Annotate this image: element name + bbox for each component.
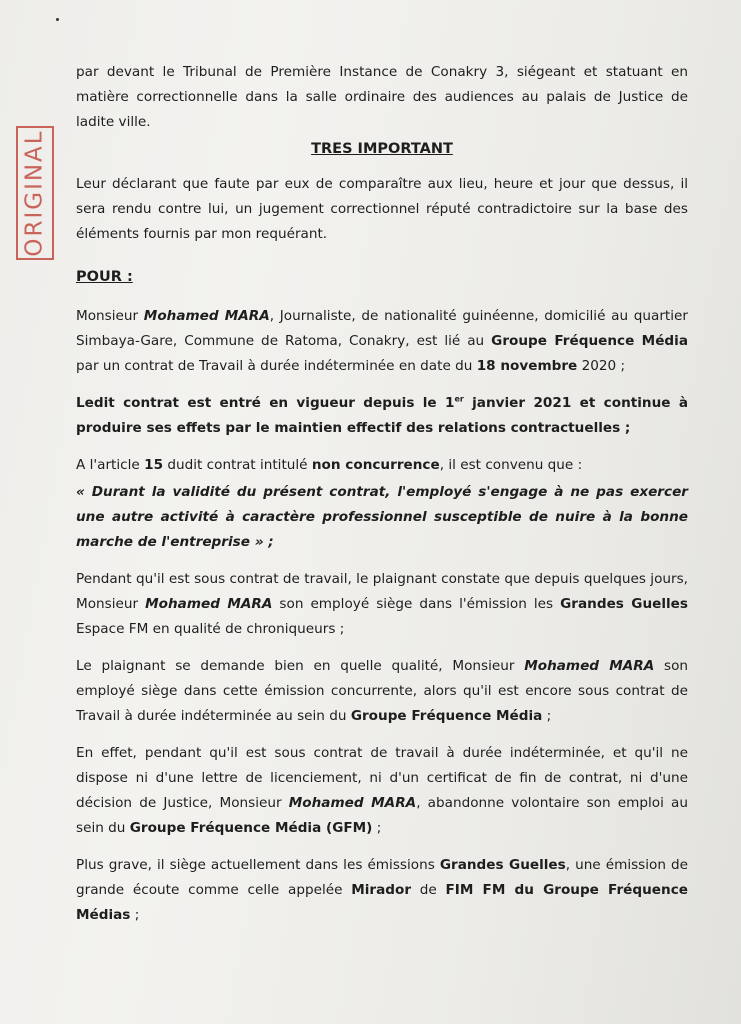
paragraph-effect-2 — [76, 741, 688, 841]
text-span: Le plaignant se demande bien en quelle qualité, Monsieur — [76, 658, 525, 674]
paragraph-contract — [76, 304, 688, 379]
text-span: Pendant qu'il est sous contrat de travail, le plaignant constate que depuis quelques jours, Monsieur — [76, 571, 688, 612]
paragraph-effect — [76, 391, 688, 441]
program-name: Mirador — [351, 882, 412, 898]
text-span: de — [411, 882, 446, 898]
person-name: Mohamed MARA — [524, 658, 655, 674]
pour-heading: POUR : — [76, 269, 133, 285]
text-span: , une émission de grande écoute comme celle appelée — [76, 857, 688, 898]
text-span: Plus grave, il siège actuellement dans les émissions — [76, 857, 440, 873]
text-span: ; — [542, 708, 552, 724]
intro-paragraph: par devant le Tribunal de Première Instance de Conakry 3, siégeant et statuant en matière correctionnelle dans la salle ordinaire des audiences au palais de Justice de ladite ville. — [76, 64, 688, 130]
paragraph-complaint — [76, 567, 688, 642]
important-heading: TRES IMPORTANT — [311, 141, 453, 157]
paragraph-question — [76, 654, 688, 729]
quote-paragraph — [76, 480, 688, 555]
text-span: son employé siège dans cette émission concurrente, alors qu'il est encore sous contrat de Travail à durée indéterminée au sein du — [76, 658, 688, 724]
text-span: A l'article — [76, 457, 145, 473]
text-span: janvier 2021 et continue à produire ses effets par le maintien effectif des relations contractuelles ; — [76, 395, 688, 436]
ordinal-suffix: er — [454, 394, 464, 404]
text-span: 2020 ; — [577, 358, 626, 374]
contract-date: 18 novembre — [476, 358, 578, 374]
paragraph-grave — [76, 853, 688, 928]
text-span: Monsieur — [76, 308, 144, 324]
company-name: Groupe Fréquence Média — [350, 708, 543, 724]
text-span: En effet, pendant qu'il est sous contrat de travail à durée indéterminée, et qu'il ne dispose ni d'une lettre de licenciement, ni d'un certificat de fin de contrat, ni d'une décision de Justice, Monsieur — [76, 745, 688, 811]
text-span: Ledit contrat est entré en vigueur depuis le 1 — [76, 395, 455, 411]
article-number: 15 — [144, 457, 164, 473]
article-title: non concurrence — [311, 457, 440, 473]
station-name: FIM FM du Groupe Fréquence Médias — [76, 882, 688, 923]
text-span: , Journaliste, de nationalité guinéenne, domicilié au quartier Simbaya-Gare, Commune de Ratoma, Conakry, est lié au — [76, 308, 688, 349]
text-span: ; — [130, 907, 140, 923]
text-span: , il est convenu que : — [439, 457, 583, 473]
show-name: Grandes Guelles — [560, 596, 688, 612]
text-span: dudit contrat intitulé — [163, 457, 312, 473]
person-name: Mohamed MARA — [145, 596, 273, 612]
original-stamp — [16, 126, 54, 260]
company-name: Groupe Fréquence Média (GFM) — [129, 820, 373, 836]
person-name: Mohamed MARA — [143, 308, 270, 324]
paragraph-article — [76, 453, 688, 478]
document-body — [76, 60, 688, 940]
text-span: son employé siège dans l'émission les — [272, 596, 561, 612]
person-name: Mohamed MARA — [288, 795, 417, 811]
text-span: Espace FM en qualité de chroniqueurs ; — [76, 621, 345, 637]
important-paragraph: Leur déclarant que faute par eux de comparaître aux lieu, heure et jour que dessus, il sera rendu contre lui, un jugement correctionnel réputé contradictoire sur la base des éléments fournis par mon requérant. — [76, 176, 688, 242]
company-name: Groupe Fréquence Média — [491, 333, 688, 349]
punch-mark — [56, 18, 59, 21]
quote-text: « Durant la validité du présent contrat, l'employé s'engage à ne pas exercer une autre activité à caractère professionnel susceptible de nuire à la bonne marche de l'entreprise » ; — [76, 484, 688, 550]
text-span: ; — [372, 820, 382, 836]
text-span: par un contrat de Travail à durée indéterminée en date du — [76, 358, 477, 374]
show-name: Grandes Guelles — [439, 857, 566, 873]
text-span: , abandonne volontaire son emploi au sein du — [76, 795, 688, 836]
stamp-label: ORIGINAL — [22, 129, 49, 257]
